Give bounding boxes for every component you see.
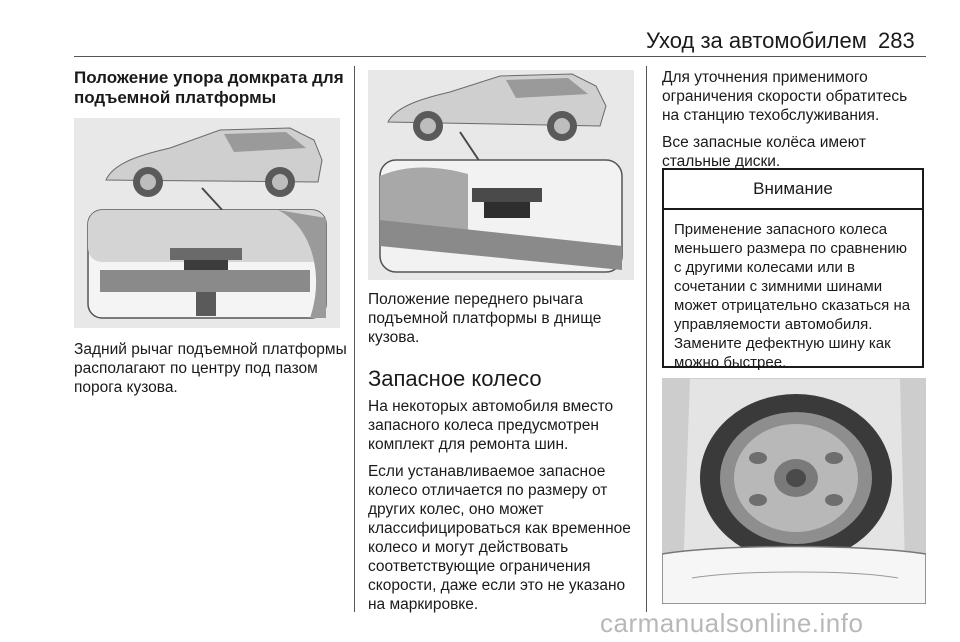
warning-text: Применение запасного колеса меньшего размера по сравнению с другими колесами или в сочетании с зимними шинами может отрицательно сказаться на управляемости автомобиля. Замените дефектную шину как можно быстрее. xyxy=(674,221,911,371)
spare-wheel-text xyxy=(368,397,640,622)
front-lift-arm-figure xyxy=(368,70,634,280)
spare-wheel-paragraph: На некоторых автомобиля вместо запасного колеса предусмотрен комплект для ремонта шин. xyxy=(368,398,614,453)
jack-position-heading: Положение упора домкрата для подъемной платформы xyxy=(74,68,344,107)
front-lift-arm-caption: Положение переднего рычага подъемной платформы в днище кузова. xyxy=(368,291,602,346)
column-divider-left xyxy=(354,66,355,612)
steel-rims-paragraph: Все запасные колёса имеют стальные диски. xyxy=(662,134,867,170)
spare-wheel-paragraph: Если устанавливаемое запасное колесо отличается по размеру от других колес, оно может классифицироваться как временное колесо и могут действовать соответствующие ограничения скорости, даже если это не указано на маркировке. xyxy=(368,463,631,613)
warning-title: Внимание xyxy=(664,170,922,210)
header-rule xyxy=(74,56,926,57)
spare-wheel-section-title: Запасное колесо xyxy=(368,366,542,391)
warning-box xyxy=(662,168,924,371)
page-header-title: Уход за автомобилем xyxy=(646,28,867,53)
speed-limit-paragraph: Для уточнения применимого ограничения скорости обратитесь на станцию техобслуживания. xyxy=(662,69,908,124)
rear-lift-arm-figure xyxy=(74,118,340,328)
spare-wheel-figure xyxy=(662,378,926,604)
page-number: 283 xyxy=(878,28,915,53)
watermark: carmanualsonline.info xyxy=(600,608,864,638)
speed-limit-text xyxy=(662,68,928,179)
column-divider-right xyxy=(646,66,647,612)
rear-lift-arm-caption: Задний рычаг подъемной платформы располагают по центру под пазом порога кузова. xyxy=(74,341,347,396)
